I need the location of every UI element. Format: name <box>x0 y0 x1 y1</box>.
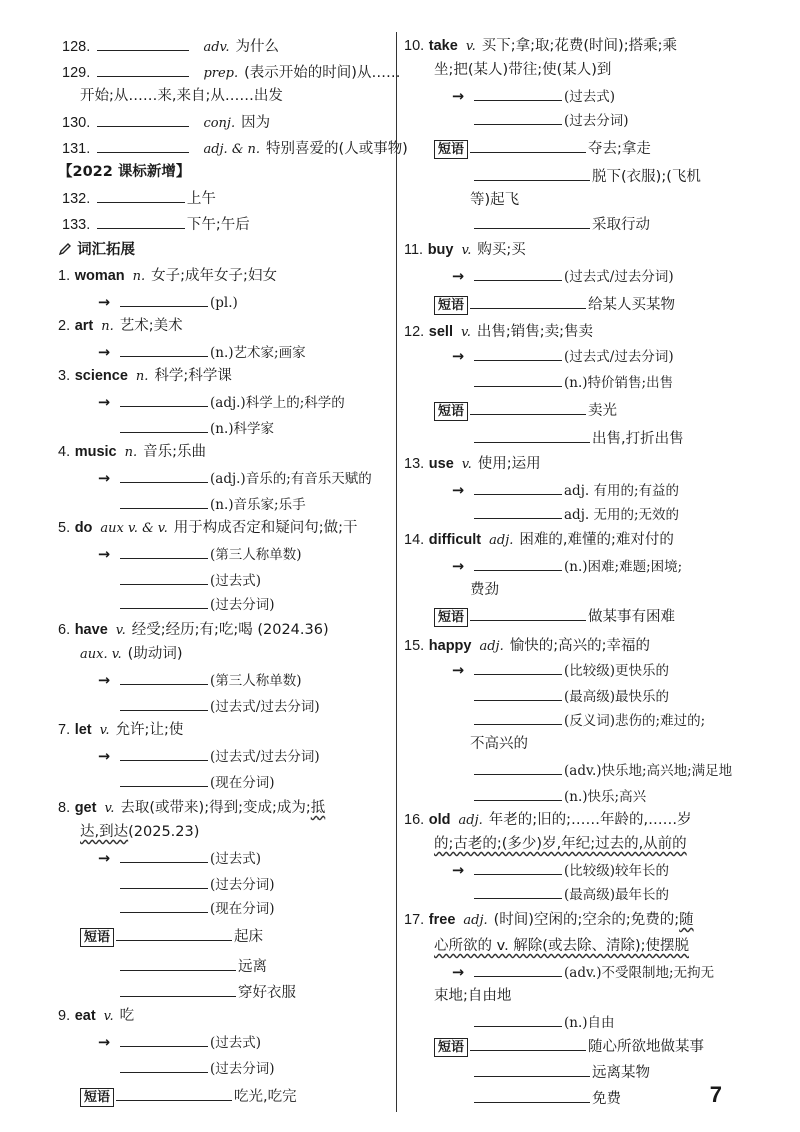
answer-blank[interactable] <box>474 860 562 875</box>
arrow-icon: → <box>452 349 465 365</box>
right-column <box>400 0 800 1132</box>
section-vocab-expansion: 词汇拓展 <box>58 240 135 260</box>
arrow-icon: → <box>98 547 111 563</box>
arrow-icon: → <box>452 965 465 981</box>
entry-get-phrase3: 穿好衣服 <box>118 982 296 1003</box>
arrow-icon: → <box>98 851 111 867</box>
entry-difficult: 14. difficult adj. 困难的,难懂的;难对付的 <box>404 532 674 548</box>
answer-blank[interactable] <box>474 110 562 125</box>
answer-blank[interactable] <box>120 772 208 787</box>
entry-old-sub2: (最高级)最年长的 <box>472 884 669 905</box>
entry-free-sub1: → (adv.)不受限制地;无拘无 <box>452 962 714 983</box>
answer-blank[interactable] <box>120 418 208 433</box>
answer-blank[interactable] <box>474 686 562 701</box>
entry-woman-sub1: → (pl.) <box>98 292 238 313</box>
answer-blank[interactable] <box>97 112 189 127</box>
arrow-icon: → <box>98 395 111 411</box>
entry-free: 17. free adj. (时间)空闲的;空余的;免费的;随 <box>404 912 694 928</box>
entry-take-phrase2: 脱下(衣服);(飞机 <box>472 166 701 187</box>
entry-happy-sub2: (最高级)最快乐的 <box>472 686 669 707</box>
entry-music: 4. music n. 音乐;乐曲 <box>58 444 207 460</box>
arrow-icon: → <box>452 483 465 499</box>
answer-blank[interactable] <box>474 660 562 675</box>
entry-take-phrase2-cont: 等)起飞 <box>470 192 520 208</box>
entry-art: 2. art n. 艺术;美术 <box>58 318 183 334</box>
answer-blank[interactable] <box>120 570 208 585</box>
answer-blank[interactable] <box>474 480 562 495</box>
entry-free-sub1-cont: 束地;自由地 <box>434 988 512 1004</box>
entry-get-sub1: → (过去式) <box>98 848 261 869</box>
entry-buy-phrase1: 短语 给某人买某物 <box>434 294 675 315</box>
entry-music-sub1: → (adj.)音乐的;有音乐天赋的 <box>98 468 372 489</box>
entry-sell-sub1: → (过去式/过去分词) <box>452 346 674 367</box>
item-129: 129. prep. (表示开始的时间)从…… <box>62 62 400 84</box>
entry-free-phrase1: 短语 随心所欲地做某事 <box>434 1036 704 1057</box>
entry-get-phrase2: 远离 <box>118 956 267 977</box>
phrase-tag: 短语 <box>434 608 468 627</box>
answer-blank[interactable] <box>97 138 189 153</box>
entry-take-phrase3: 采取行动 <box>472 214 650 235</box>
entry-get-phrase1: 短语 起床 <box>80 926 263 947</box>
entry-sell-phrase2: 出售,打折出售 <box>472 428 684 449</box>
entry-happy-sub4: (adv.)快乐地;高兴地;满足地 <box>472 760 732 781</box>
answer-blank[interactable] <box>474 428 590 443</box>
arrow-icon: → <box>98 673 111 689</box>
answer-blank[interactable] <box>474 786 562 801</box>
entry-free-phrase3: 免费 <box>472 1088 621 1109</box>
entry-buy: 11. buy v. 购买;买 <box>404 242 526 258</box>
answer-blank[interactable] <box>120 392 208 407</box>
item-128: 128. adv. 为什么 <box>62 36 279 58</box>
entry-art-sub1: → (n.)艺术家;画家 <box>98 342 306 363</box>
answer-blank[interactable] <box>470 138 586 153</box>
entry-free-sub2: (n.)自由 <box>472 1012 615 1033</box>
answer-blank[interactable] <box>120 874 208 889</box>
entry-buy-sub1: → (过去式/过去分词) <box>452 266 674 287</box>
entry-eat-sub2: (过去分词) <box>118 1058 275 1079</box>
item-130: 130. conj. 因为 <box>62 112 270 134</box>
entry-old: 16. old adj. 年老的;旧的;……年龄的,……岁 <box>404 812 692 828</box>
answer-blank[interactable] <box>120 746 208 761</box>
answer-blank[interactable] <box>474 372 562 387</box>
answer-blank[interactable] <box>97 214 185 229</box>
entry-sell-phrase1: 短语 卖光 <box>434 400 617 421</box>
answer-blank[interactable] <box>120 1058 208 1073</box>
answer-blank[interactable] <box>474 1088 590 1103</box>
item-132: 132. 上午 <box>62 188 216 209</box>
answer-blank[interactable] <box>474 710 562 725</box>
entry-difficult-phrase1: 短语 做某事有困难 <box>434 606 675 627</box>
entry-difficult-sub1: → (n.)困难;难题;困境; <box>452 556 682 577</box>
entry-free-phrase2: 远离某物 <box>472 1062 650 1083</box>
arrow-icon: → <box>452 559 465 575</box>
entry-sell: 12. sell v. 出售;销售;卖;售卖 <box>404 324 594 340</box>
entry-eat-sub1: → (过去式) <box>98 1032 261 1053</box>
entry-let: 7. let v. 允许;让;使 <box>58 722 184 738</box>
pencil-icon <box>58 242 72 256</box>
arrow-icon: → <box>452 89 465 105</box>
arrow-icon: → <box>98 1035 111 1051</box>
entry-eat: 9. eat v. 吃 <box>58 1008 135 1024</box>
answer-blank[interactable] <box>116 1086 232 1101</box>
answer-blank[interactable] <box>120 696 208 711</box>
entry-old-sub1: → (比较级)较年长的 <box>452 860 669 881</box>
answer-blank[interactable] <box>120 468 208 483</box>
entry-let-sub2: (现在分词) <box>118 772 275 793</box>
entry-take-phrase1: 短语 夺去;拿走 <box>434 138 651 159</box>
page-number: 7 <box>709 1082 722 1107</box>
item-131: 131. adj. & n. 特别喜爱的(人或事物) <box>62 138 408 160</box>
phrase-tag: 短语 <box>80 928 114 947</box>
answer-blank[interactable] <box>120 342 208 357</box>
arrow-icon: → <box>98 295 111 311</box>
entry-woman: 1. woman n. 女子;成年女子;妇女 <box>58 268 277 284</box>
answer-blank[interactable] <box>474 884 562 899</box>
answer-blank[interactable] <box>474 1062 590 1077</box>
entry-science: 3. science n. 科学;科学课 <box>58 368 232 384</box>
phrase-tag: 短语 <box>434 140 468 159</box>
entry-let-sub1: → (过去式/过去分词) <box>98 746 320 767</box>
entry-have: 6. have v. 经受;经历;有;吃;喝 (2024.36) <box>58 622 329 638</box>
answer-blank[interactable] <box>120 848 208 863</box>
answer-blank[interactable] <box>470 294 586 309</box>
answer-blank[interactable] <box>97 62 189 77</box>
answer-blank[interactable] <box>120 594 208 609</box>
answer-blank[interactable] <box>120 494 208 509</box>
entry-use: 13. use v. 使用;运用 <box>404 456 541 472</box>
entry-eat-phrase1: 短语 吃光,吃完 <box>80 1086 297 1107</box>
entry-science-sub1: → (adj.)科学上的;科学的 <box>98 392 345 413</box>
entry-get-sub3: (现在分词) <box>118 898 275 919</box>
arrow-icon: → <box>98 345 111 361</box>
entry-have-aux: aux. v. (助动词) <box>80 646 183 662</box>
entry-do: 5. do aux v. & v. 用于构成否定和疑问句;做;干 <box>58 520 358 536</box>
item-129-cont: 开始;从……来,来自;从……出发 <box>80 88 283 104</box>
answer-blank[interactable] <box>474 556 562 571</box>
phrase-tag: 短语 <box>80 1088 114 1107</box>
entry-music-sub2: (n.)音乐家;乐手 <box>118 494 306 515</box>
answer-blank[interactable] <box>474 504 562 519</box>
arrow-icon: → <box>452 863 465 879</box>
entry-have-sub1: → (第三人称单数) <box>98 670 302 691</box>
answer-blank[interactable] <box>474 214 590 229</box>
entry-free-cont: 心所欲的 v. 解除(或去除、清除);使摆脱 <box>434 938 689 954</box>
entry-happy-sub5: (n.)快乐;高兴 <box>472 786 646 807</box>
entry-happy: 15. happy adj. 愉快的;高兴的;幸福的 <box>404 638 651 654</box>
section-new-2022: 【2022 课标新增】 <box>58 164 191 180</box>
entry-take-sub2: (过去分词) <box>472 110 629 131</box>
phrase-tag: 短语 <box>434 402 468 421</box>
entry-old-cont: 的;古老的;(多少)岁,年纪;过去的,从前的 <box>434 836 687 852</box>
entry-use-sub2: adj. 无用的;无效的 <box>472 504 679 525</box>
entry-science-sub2: (n.)科学家 <box>118 418 274 439</box>
entry-happy-sub1: → (比较级)更快乐的 <box>452 660 669 681</box>
entry-happy-sub3: (反义词)悲伤的;难过的; <box>472 710 705 731</box>
answer-blank[interactable] <box>474 962 562 977</box>
answer-blank[interactable] <box>120 670 208 685</box>
arrow-icon: → <box>98 471 111 487</box>
entry-happy-sub3-cont: 不高兴的 <box>470 736 528 752</box>
phrase-tag: 短语 <box>434 1038 468 1057</box>
answer-blank[interactable] <box>120 544 208 559</box>
answer-blank[interactable] <box>97 36 189 51</box>
answer-blank[interactable] <box>470 1036 586 1051</box>
arrow-icon: → <box>452 663 465 679</box>
entry-do-sub1: → (第三人称单数) <box>98 544 302 565</box>
answer-blank[interactable] <box>120 982 236 997</box>
answer-blank[interactable] <box>120 292 208 307</box>
answer-blank[interactable] <box>470 400 586 415</box>
answer-blank[interactable] <box>474 1012 562 1027</box>
entry-take-sub1: → (过去式) <box>452 86 615 107</box>
phrase-tag: 短语 <box>434 296 468 315</box>
entry-do-sub2: (过去式) <box>118 570 261 591</box>
entry-get: 8. get v. 去取(或带来);得到;变成;成为;抵 <box>58 800 326 816</box>
arrow-icon: → <box>98 749 111 765</box>
answer-blank[interactable] <box>474 760 562 775</box>
answer-blank[interactable] <box>474 266 562 281</box>
entry-take-cont: 坐;把(某人)带往;使(某人)到 <box>434 62 612 78</box>
entry-take: 10. take v. 买下;拿;取;花费(时间);搭乘;乘 <box>404 38 677 54</box>
entry-use-sub1: → adj. 有用的;有益的 <box>452 480 679 501</box>
answer-blank[interactable] <box>120 956 236 971</box>
entry-have-sub2: (过去式/过去分词) <box>118 696 320 717</box>
answer-blank[interactable] <box>116 926 232 941</box>
answer-blank[interactable] <box>97 188 185 203</box>
answer-blank[interactable] <box>474 166 590 181</box>
entry-get-sub2: (过去分词) <box>118 874 275 895</box>
answer-blank[interactable] <box>120 898 208 913</box>
entry-difficult-sub1-cont: 费劲 <box>470 582 499 598</box>
column-divider <box>396 32 397 1112</box>
item-133: 133. 下午;午后 <box>62 214 250 235</box>
entry-get-cont: 达,到达(2025.23) <box>80 824 200 840</box>
answer-blank[interactable] <box>474 86 562 101</box>
entry-do-sub3: (过去分词) <box>118 594 275 615</box>
answer-blank[interactable] <box>470 606 586 621</box>
entry-sell-sub2: (n.)特价销售;出售 <box>472 372 673 393</box>
arrow-icon: → <box>452 269 465 285</box>
answer-blank[interactable] <box>474 346 562 361</box>
answer-blank[interactable] <box>120 1032 208 1047</box>
